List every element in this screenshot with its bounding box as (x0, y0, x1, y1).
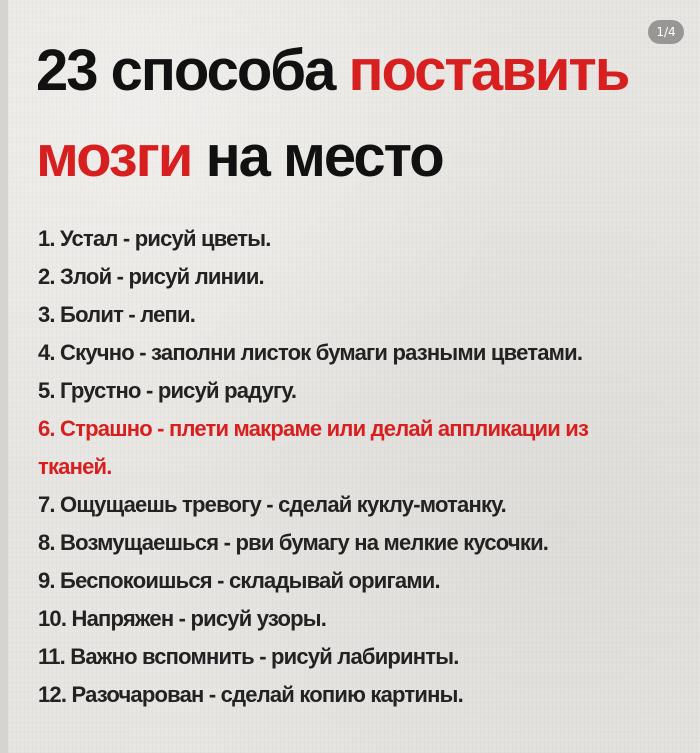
title-part-4: на место (205, 124, 443, 189)
list-item-8: 8. Возмущаешься - рви бумагу на мелкие кусочки. (38, 530, 549, 555)
list-item-6: 6. Страшно - плети макраме или делай аппликации из тканей. (38, 416, 589, 479)
list-item-9: 9. Беспокоишься - складывай оригами. (38, 568, 440, 593)
list-item-7: 7. Ощущаешь тревогу - сделай куклу-мотанку. (38, 492, 506, 517)
list-item-12: 12. Разочарован - сделай копию картины. (38, 682, 463, 707)
page-counter-badge: 1/4 (648, 20, 684, 44)
list-item-5: 5. Грустно - рисуй радугу. (38, 378, 297, 403)
list-item-4: 4. Скучно - заполни листок бумаги разными цветами. (38, 340, 583, 365)
list-item-10: 10. Напряжен - рисуй узоры. (38, 606, 327, 631)
title-part-1: 23 способа (36, 38, 349, 103)
list-item-11: 11. Важно вспомнить - рисуй лабиринты. (38, 644, 459, 669)
title-part-2: поставить (348, 38, 629, 103)
list-item-3: 3. Болит - лепи. (38, 302, 196, 327)
poster-title (36, 28, 656, 200)
list-item-1: 1. Устал - рисуй цветы. (38, 226, 271, 251)
tips-list (38, 220, 658, 714)
list-item-2: 2. Злой - рисуй линии. (38, 264, 264, 289)
left-edge (0, 0, 8, 753)
title-part-3: мозги (36, 124, 192, 189)
